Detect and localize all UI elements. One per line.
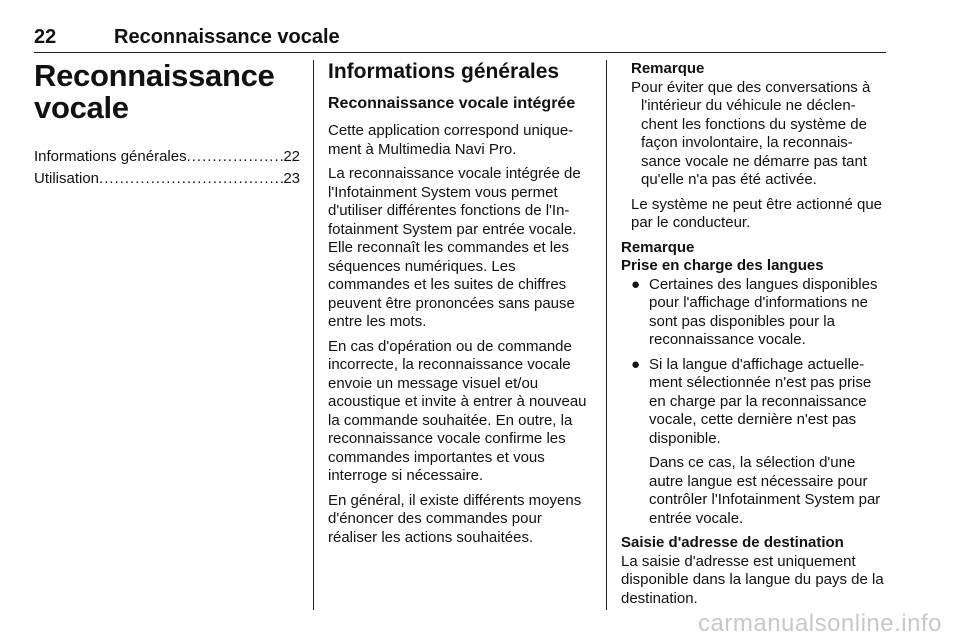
body-paragraph: En cas d'opération ou de commande incorrecte, la reconnaissance vocale envoie un message visuel et/ou acoustique et invite à entrer à nouveau la commande souhaitée. En outre, la reconnaissance vocale confirme les commandes importantes et vous interroge si nécessaire. (328, 337, 587, 484)
bullet-text: Si la langue d'affichage actuellement sélectionnée n'est pas prise en charge par la reconnaissance vocale, cette dernière n'est pas disponible. (649, 355, 872, 447)
toc-entry[interactable] (34, 146, 300, 168)
page-header (34, 26, 886, 53)
body-paragraph: La saisie d'adresse est uniquement disponible dans la langue du pays de la destination. (621, 552, 884, 607)
bullet-icon: ● (631, 275, 641, 293)
chapter-column (34, 60, 300, 190)
column-divider (313, 60, 314, 610)
toc-page-number: 23 (283, 170, 300, 187)
bullet-icon: ● (631, 355, 641, 373)
subsection-heading: Reconnaissance vocale intégrée (328, 95, 576, 112)
page-number: 22 (34, 26, 57, 48)
toc-entry[interactable] (34, 168, 300, 190)
remark-title: Prise en charge des langues (621, 257, 824, 274)
content-column-1 (328, 60, 592, 553)
column-divider (606, 60, 607, 610)
chapter-title: Reconnaissance vocale (34, 58, 275, 125)
bullet-item (621, 356, 886, 449)
bullet-text: Certaines des langues disponibles pour l'affichage d'informations ne sont pas disponibles pour la reconnaissance vocale. (649, 275, 878, 348)
toc-label: Informations générales (34, 148, 187, 165)
bullet-continuation: Dans ce cas, la sélection d'une autre langue est nécessaire pour contrôler l'Infotainment System par entrée vocale. (649, 454, 881, 527)
remark-paragraph: Pour éviter que des conversations à l'intérieur du véhicule ne déclenchent les fonctions du système de façon involontaire, la reconnaissance vocale ne démarre pas tant qu'elle n'a pas été activée. (631, 78, 871, 188)
remark-box (621, 60, 886, 233)
running-title: Reconnaissance vocale (114, 26, 340, 48)
toc-label: Utilisation (34, 170, 100, 187)
remark-paragraph: Le système ne peut être actionné que par le conducteur. (631, 195, 883, 231)
remark-label: Remarque (631, 60, 705, 77)
toc-page-number: 22 (283, 148, 300, 165)
toc-leader (99, 168, 283, 190)
content-column-2 (621, 60, 886, 614)
toc-leader (187, 146, 284, 168)
bullet-item (621, 276, 886, 350)
body-paragraph: La reconnaissance vocale intégrée de l'Infotainment System vous permet d'utiliser différentes fonctions de l'Infotainment System par entrée vocale. Elle reconnaît les commandes et les séquences numériques. Les commandes et les suites de chiffres peuvent être prononcées sans pause entre les mots. (328, 165, 581, 330)
watermark: carmanualsonline.info (698, 610, 942, 637)
remark-label: Remarque (621, 238, 695, 256)
body-paragraph: Cette application correspond uniquement à Multimedia Navi Pro. (328, 122, 574, 158)
section-heading: Informations générales (328, 60, 560, 83)
subsection-title: Saisie d'adresse de destination (621, 534, 844, 551)
body-paragraph: En général, il existe différents moyens d'énoncer des commandes pour réaliser les actions souhaitées. (328, 491, 582, 546)
